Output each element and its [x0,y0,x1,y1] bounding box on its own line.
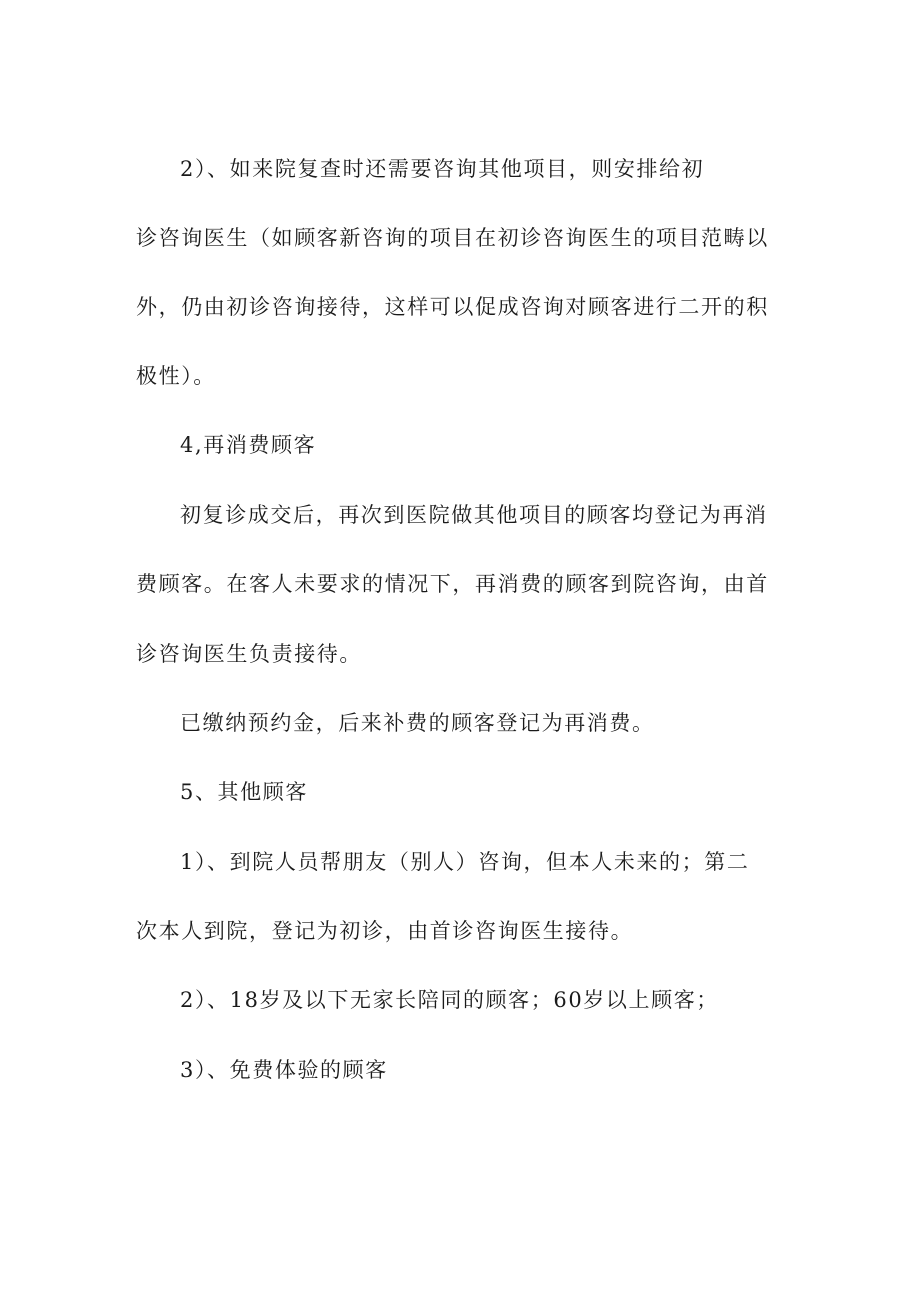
paragraph-line: 费顾客。在客人未要求的情况下，再消费的顾客到院咨询，由首 [136,572,769,596]
section-heading: 5、其他顾客 [180,780,308,804]
paragraph-line: 已缴纳预约金，后来补费的顾客登记为再消费。 [180,711,655,735]
paragraph-line: 诊咨询医生（如顾客新咨询的项目在初诊咨询医生的项目范畴以 [136,226,769,250]
paragraph-line: 2）、如来院复查时还需要咨询其他项目，则安排给初 [180,157,705,181]
paragraph-line: 初复诊成交后，再次到医院做其他项目的顾客均登记为再消 [180,503,768,527]
paragraph-line: 极性）。 [136,364,216,388]
section-heading: 4,再消费顾客 [180,433,317,457]
paragraph-line: 诊咨询医生负责接待。 [136,642,362,666]
list-item-line: 次本人到院，登记为初诊，由首诊咨询医生接待。 [136,919,634,943]
list-item-line: 1）、到院人员帮朋友（别人）咨询，但本人未来的；第二 [180,850,750,874]
list-item-line: 2）、18岁及以下无家长陪同的顾客；60岁以上顾客； [180,988,719,1012]
list-item-line: 3）、免费体验的顾客 [180,1058,388,1082]
paragraph-line: 外，仍由初诊咨询接待，这样可以促成咨询对顾客进行二开的积 [136,295,769,319]
